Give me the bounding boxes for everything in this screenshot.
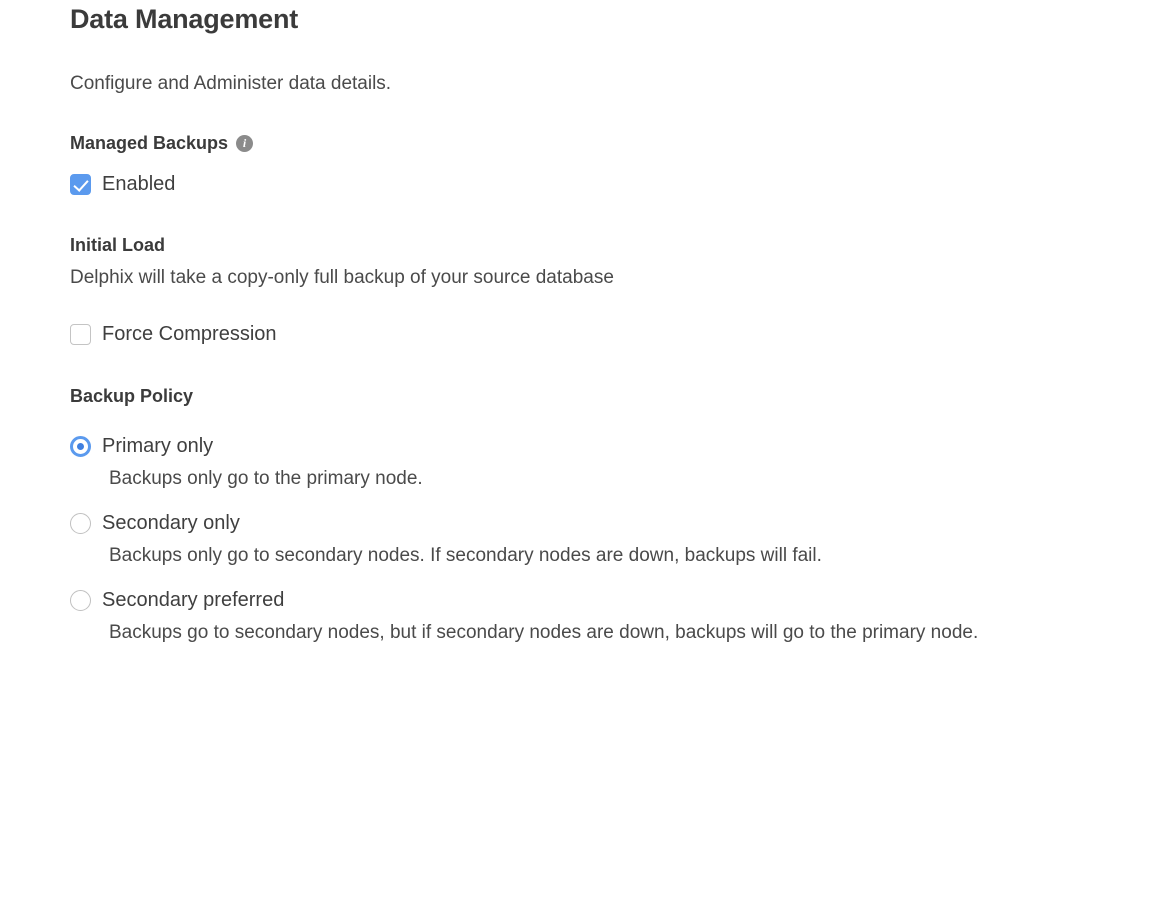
force-compression-label: Force Compression bbox=[102, 323, 277, 345]
radio-desc-secondary-preferred: Backups go to secondary nodes, but if secondary nodes are down, backups will go to the primary node. bbox=[109, 622, 979, 644]
backup-policy-heading: Backup Policy bbox=[70, 386, 194, 406]
enabled-checkbox-label: Enabled bbox=[102, 173, 176, 195]
radio-desc-primary-only: Backups only go to the primary node. bbox=[109, 468, 423, 489]
radio-label-primary-only: Primary only bbox=[102, 435, 214, 457]
radio-row-primary-only[interactable] bbox=[70, 435, 1130, 458]
initial-load-section bbox=[70, 196, 1130, 346]
radio-item-secondary-preferred[interactable] bbox=[70, 589, 1130, 646]
force-compression-checkbox[interactable] bbox=[70, 324, 91, 345]
managed-backups-heading-label: Managed Backups bbox=[70, 133, 229, 153]
radio-label-secondary-only: Secondary only bbox=[102, 512, 240, 535]
enabled-checkbox-row[interactable] bbox=[70, 154, 1130, 196]
managed-backups-section bbox=[70, 95, 1130, 196]
radio-desc-secondary-only: Backups only go to secondary nodes. If secondary nodes are down, backups will fail. bbox=[109, 545, 822, 567]
managed-backups-heading bbox=[70, 133, 1130, 154]
radio-primary-only[interactable] bbox=[70, 436, 91, 457]
radio-secondary-only[interactable] bbox=[70, 513, 91, 534]
page-subtitle: Configure and Administer data details. bbox=[70, 73, 392, 94]
page-title: Data Management bbox=[70, 4, 299, 34]
radio-item-primary-only[interactable] bbox=[70, 435, 1130, 492]
radio-secondary-preferred[interactable] bbox=[70, 590, 91, 611]
backup-policy-radio-group bbox=[70, 407, 1130, 647]
radio-row-secondary-preferred[interactable] bbox=[70, 589, 1130, 612]
enabled-checkbox[interactable] bbox=[70, 174, 91, 195]
info-icon[interactable]: i bbox=[236, 135, 253, 152]
force-compression-checkbox-row[interactable] bbox=[70, 289, 1130, 346]
radio-item-secondary-only[interactable] bbox=[70, 512, 1130, 569]
radio-row-secondary-only[interactable] bbox=[70, 512, 1130, 535]
initial-load-heading: Initial Load bbox=[70, 235, 166, 255]
radio-label-secondary-preferred: Secondary preferred bbox=[102, 589, 285, 612]
backup-policy-section bbox=[70, 346, 1130, 647]
initial-load-description: Delphix will take a copy-only full backup of your source database bbox=[70, 267, 614, 288]
